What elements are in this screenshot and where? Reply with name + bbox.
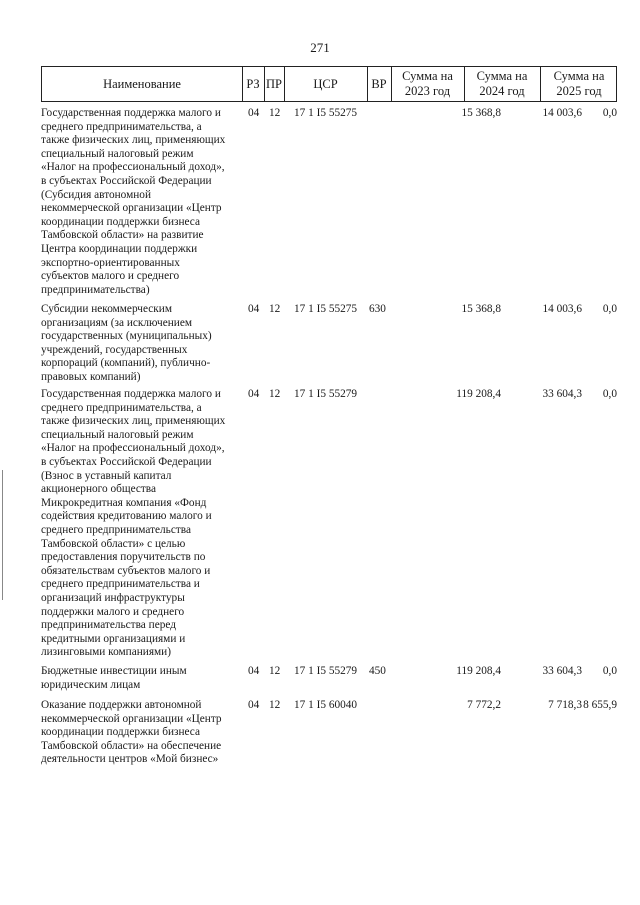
row-name-line: также физических лиц, применяющих [41,134,226,147]
row-name [41,388,241,660]
row-name-line: координации поддержки бизнеса [41,215,200,228]
header-sum-2024-line2: 2024 год [479,84,525,98]
row-name-line: кредитными организациями и [41,632,186,645]
row-name-line: среднего предпринимательства [41,523,191,536]
row-name-line: предоставления поручительств по [41,551,206,564]
row-name [41,107,241,297]
row-name-line: среднего предпринимательства, а [41,120,202,133]
row-sum-2024: 14 003,6 [542,303,582,315]
row-rz: 04 [248,388,260,400]
table-row [41,107,617,297]
table-row [41,665,617,692]
header-sum-2025-line1: Сумма на [553,69,605,83]
header-sum-2025 [540,67,618,101]
row-name-line: Государственная поддержка малого и [41,388,221,400]
row-name-line: в субъектах Российской Федерации [41,174,212,187]
row-name-line: содействия кредитованию малого и [41,510,212,523]
row-name-line: Оказание поддержки автономной [41,699,202,711]
header-vr: ВР [371,76,387,91]
row-name-line: (Субсидия автономной [41,188,152,201]
row-name-line: координации поддержки бизнеса [41,726,200,739]
row-name-line: специальный налоговый режим [41,428,194,441]
row-sum-2023: 15 368,8 [461,107,501,119]
header-pr: ПР [266,76,282,91]
header-sum-2025-line2: 2025 год [556,84,602,98]
row-name-line: государственных (муниципальных) [41,330,212,343]
row-csr: 17 1 I5 55275 [294,303,358,315]
row-name-line: «Налог на профессиональный доход», [41,161,225,174]
row-vr: 630 [369,303,386,315]
row-name-line: обязательствам субъектов малого и [41,564,211,577]
row-pr: 12 [269,303,281,315]
row-vr: 450 [369,665,386,677]
row-name-line: лизинговыми компаниями) [41,646,171,659]
row-name-line: Тамбовской области» на обеспечение [41,739,222,752]
row-name [41,303,241,385]
header-rz: РЗ [246,76,260,91]
row-pr: 12 [269,665,281,677]
row-sum-2023: 119 208,4 [456,388,501,400]
row-pr: 12 [269,107,281,119]
row-name-line: акционерного общества [41,483,157,496]
row-name-line: предпринимательства перед [41,619,176,632]
row-name-line: Тамбовской области» на развитие [41,229,204,242]
row-pr: 12 [269,388,281,400]
row-name-line: (Взнос в уставный капитал [41,469,172,482]
row-name-line: организациям (за исключением [41,316,192,329]
row-rz: 04 [248,107,260,119]
row-name [41,665,241,692]
row-name-line: Бюджетные инвестиции иным [41,665,187,677]
table-row [41,388,617,660]
row-csr: 17 1 I5 55279 [294,665,358,677]
row-name-line: также физических лиц, применяющих [41,415,226,428]
row-sum-2023: 15 368,8 [461,303,501,315]
row-name-line: среднего предпринимательства и [41,578,200,591]
row-sum-2025: 0,0 [602,303,617,315]
row-name-line: специальный налоговый режим [41,147,194,160]
header-name: Наименование [103,76,181,91]
row-name-line: учреждений, государственных [41,343,188,356]
row-name-line: юридическим лицам [41,678,141,691]
table-header [41,66,617,102]
header-sum-2024 [464,67,540,101]
row-name-line: поддержки малого и среднего [41,605,185,618]
row-name-line: деятельности центров «Мой бизнес» [41,753,219,766]
row-name-line: Микрокредитная компания «Фонд [41,496,207,509]
row-name-line: некоммерческой организации «Центр [41,202,222,215]
row-name-line: «Налог на профессиональный доход», [41,442,225,455]
table-row [41,303,617,385]
header-sum-2023 [391,67,464,101]
row-name-line: среднего предпринимательства, а [41,401,202,414]
row-rz: 04 [248,665,260,677]
row-sum-2025: 8 655,9 [583,699,617,711]
row-name-line: организаций инфраструктуры [41,591,185,604]
row-sum-2024: 33 604,3 [542,388,582,400]
row-name-line: правовых компаний) [41,370,141,383]
row-name-line: некоммерческой организации «Центр [41,712,222,725]
row-name-line: Центра координации поддержки [41,242,198,255]
page-number: 271 [310,40,330,55]
margin-line [2,470,3,600]
row-sum-2023: 119 208,4 [456,665,501,677]
header-sum-2023-line2: 2023 год [404,84,451,98]
row-name-line: Субсидии некоммерческим [41,303,172,315]
row-sum-2025: 0,0 [602,388,617,400]
row-name-line: Тамбовской области» с целью [41,537,186,550]
row-name-line: в субъектах Российской Федерации [41,455,212,468]
row-sum-2025: 0,0 [602,665,617,677]
header-sum-2023-line1: Сумма на [402,69,453,83]
row-name-line: корпораций (компаний), публично- [41,357,211,370]
header-csr: ЦСР [313,76,338,91]
row-name-line: Государственная поддержка малого и [41,107,221,119]
row-name-line: предпринимательства) [41,283,150,296]
row-csr: 17 1 I5 55275 [294,107,358,119]
row-name-line: экспортно-ориентированных [41,256,180,269]
row-csr: 17 1 I5 55279 [294,388,358,400]
row-sum-2025: 0,0 [602,107,617,119]
row-sum-2024: 33 604,3 [542,665,582,677]
row-csr: 17 1 I5 60040 [294,699,358,711]
row-rz: 04 [248,303,260,315]
row-sum-2024: 7 718,3 [548,699,582,711]
row-rz: 04 [248,699,260,711]
row-sum-2023: 7 772,2 [467,699,501,711]
header-sum-2024-line1: Сумма на [476,69,528,83]
row-pr: 12 [269,699,281,711]
table-row [41,699,617,767]
row-name-line: субъектов малого и среднего [41,270,180,283]
row-name [41,699,241,767]
row-sum-2024: 14 003,6 [542,107,582,119]
